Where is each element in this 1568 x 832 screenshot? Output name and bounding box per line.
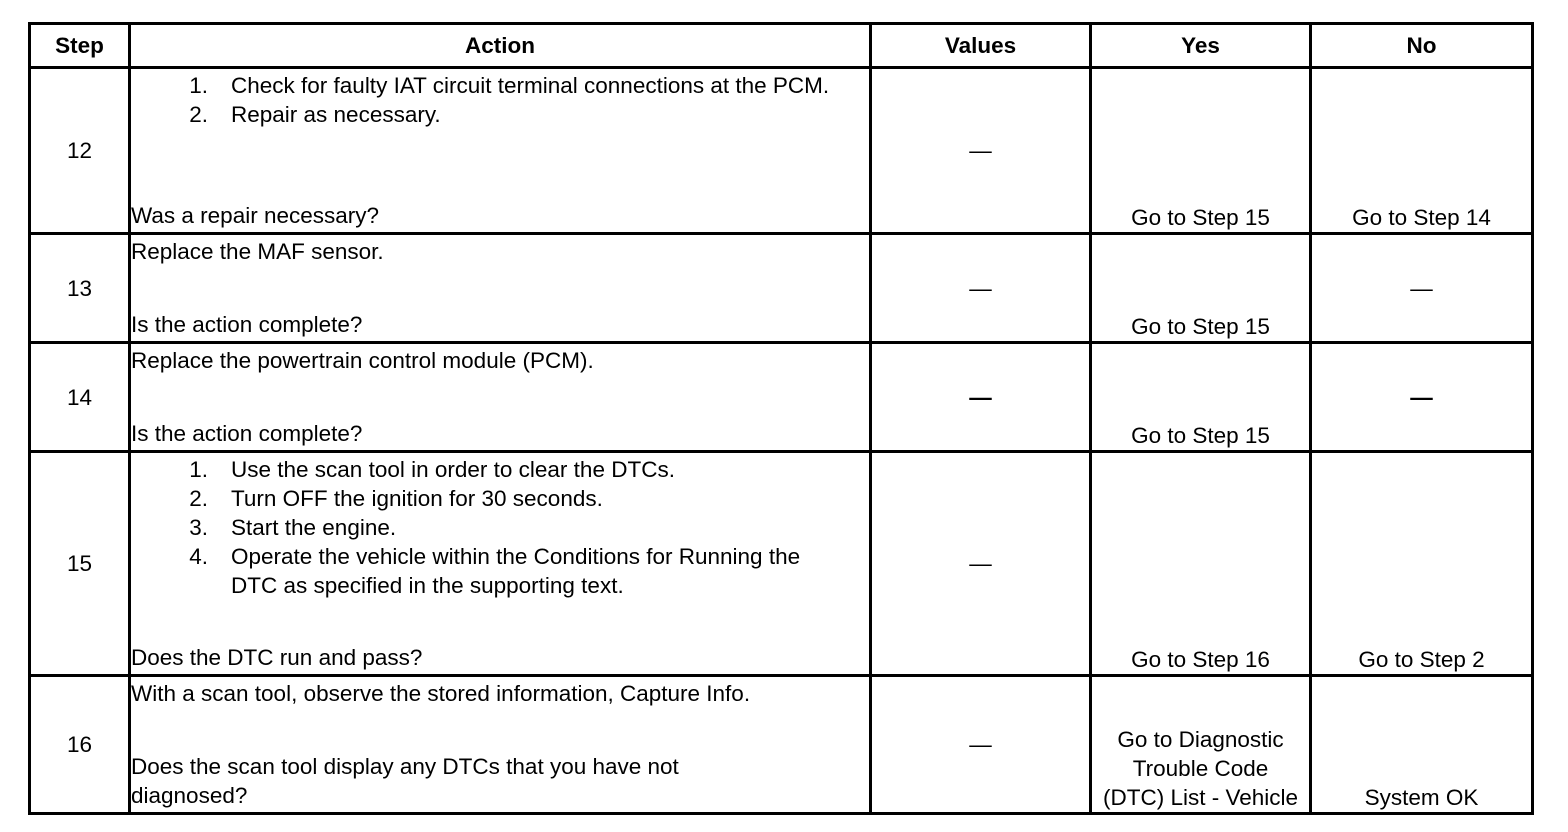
header-action: Action xyxy=(130,24,871,68)
header-step: Step xyxy=(30,24,130,68)
header-yes: Yes xyxy=(1091,24,1311,68)
step-number: 12 xyxy=(30,68,130,234)
action-cell xyxy=(130,234,871,343)
action-step xyxy=(131,484,869,513)
action-cell xyxy=(130,676,871,814)
step-item-text: Use the scan tool in order to clear the DTCs. xyxy=(231,457,675,482)
step-item-text: Repair as necessary. xyxy=(231,102,441,127)
step-item-number: 1. xyxy=(189,73,208,98)
step-item-number: 2. xyxy=(189,486,208,511)
action-question: Is the action complete? xyxy=(131,421,363,446)
yes-cell: Go to Diagnostic Trouble Code (DTC) List - Vehicle xyxy=(1091,676,1311,814)
step-item-text: Operate the vehicle within the Conditions for Running the DTC as specified in the supporting text. xyxy=(231,544,801,598)
values-cell: — xyxy=(871,68,1091,234)
table-row xyxy=(30,452,1533,676)
step-number: 14 xyxy=(30,343,130,452)
action-cell xyxy=(130,343,871,452)
action-step xyxy=(131,71,869,100)
action-step xyxy=(131,100,869,129)
action-step xyxy=(131,455,869,484)
action-step xyxy=(131,542,869,600)
step-item-number: 1. xyxy=(189,457,208,482)
no-cell: Go to Step 2 xyxy=(1311,452,1533,676)
action-question: Does the DTC run and pass? xyxy=(131,645,423,670)
no-cell: — xyxy=(1311,234,1533,343)
step-number: 13 xyxy=(30,234,130,343)
values-cell: — xyxy=(871,234,1091,343)
yes-cell: Go to Step 15 xyxy=(1091,343,1311,452)
yes-cell: Go to Step 15 xyxy=(1091,68,1311,234)
action-cell xyxy=(130,68,871,234)
action-steps xyxy=(131,71,869,129)
header-no: No xyxy=(1311,24,1533,68)
step-item-text: Check for faulty IAT circuit terminal connections at the PCM. xyxy=(231,73,830,98)
values-cell: — xyxy=(871,452,1091,676)
action-cell xyxy=(130,452,871,676)
action-step xyxy=(131,513,869,542)
header-row xyxy=(30,24,1533,68)
action-instruction: Replace the MAF sensor. xyxy=(131,239,384,264)
table-row xyxy=(30,234,1533,343)
header-values: Values xyxy=(871,24,1091,68)
step-item-text: Turn OFF the ignition for 30 seconds. xyxy=(231,486,603,511)
action-question: Is the action complete? xyxy=(131,312,363,337)
table-row xyxy=(30,676,1533,814)
diagnostic-table xyxy=(28,22,1534,815)
yes-cell: Go to Step 16 xyxy=(1091,452,1311,676)
yes-cell: Go to Step 15 xyxy=(1091,234,1311,343)
no-cell: System OK xyxy=(1311,676,1533,814)
action-instruction: Replace the powertrain control module (PCM). xyxy=(131,348,594,373)
step-item-text: Start the engine. xyxy=(231,515,397,540)
action-steps xyxy=(131,455,869,600)
action-question: Does the scan tool display any DTCs that you have not diagnosed? xyxy=(131,754,679,808)
step-item-number: 3. xyxy=(189,515,208,540)
step-item-number: 4. xyxy=(189,544,208,569)
table-row xyxy=(30,343,1533,452)
values-cell: — xyxy=(871,676,1091,814)
no-cell: — xyxy=(1311,343,1533,452)
values-cell: — xyxy=(871,343,1091,452)
action-instruction: With a scan tool, observe the stored information, Capture Info. xyxy=(131,681,751,706)
step-number: 16 xyxy=(30,676,130,814)
table-row xyxy=(30,68,1533,234)
step-number: 15 xyxy=(30,452,130,676)
action-question: Was a repair necessary? xyxy=(131,203,380,228)
no-cell: Go to Step 14 xyxy=(1311,68,1533,234)
step-item-number: 2. xyxy=(189,102,208,127)
